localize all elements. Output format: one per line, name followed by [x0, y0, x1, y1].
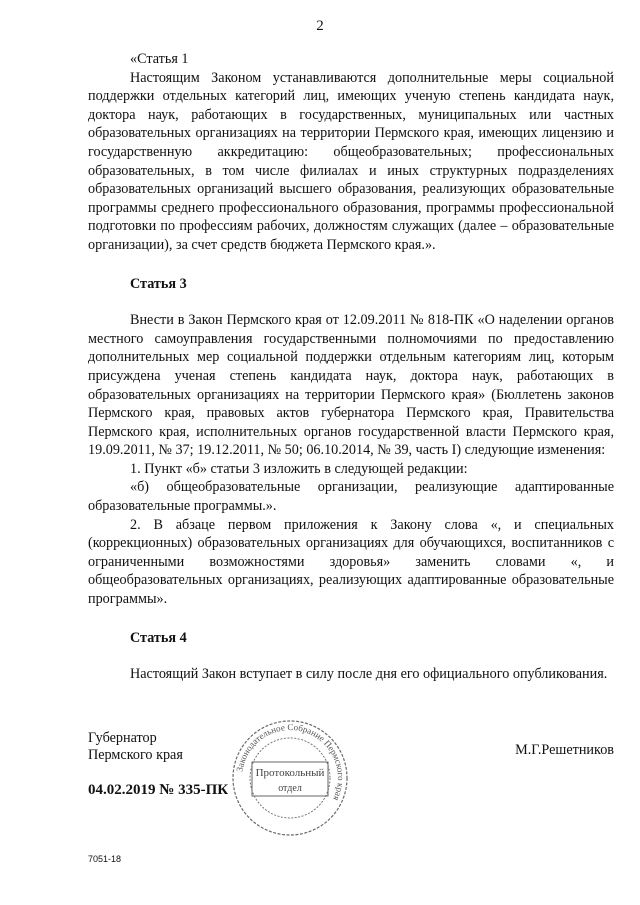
article3-paragraph-3: «б) общеобразовательные организации, реализующие адаптированные образовательные программы.».: [88, 479, 614, 515]
article4-paragraph-1: Настоящий Закон вступает в силу после дня его официального опубликования.: [130, 666, 608, 683]
article3-paragraph-2: 1. Пункт «б» статьи 3 изложить в следующей редакции:: [130, 460, 468, 477]
article3-paragraph-4: 2. В абзаце первом приложения к Закону слова «, и специальных (коррекционных) образовательных организациях для обучающихся, воспитанников с ограниченными возможностями здоровья» заменить словами «, и общеобразовательных организациях, реализующих адаптированные образовательные программы».: [88, 516, 614, 608]
article3-paragraph-1: Внести в Закон Пермского края от 12.09.2011 № 818-ПК «О наделении органов местного самоуправления государственными полномочиями по предоставлению дополнительных мер социальной поддержки отдельным категориям лиц, которым присуждена ученая степень кандидата наук, доктора наук, работающих в образовательных организациях на территории Пермского края» (Бюллетень законов Пермского края, правовых актов губернатора Пермского края, Правительства Пермского края, исполнительных органов государственной власти Пермского края, 19.09.2011, № 37; 19.12.2011, № 50; 06.10.2014, № 39, часть I) следующие изменения:: [88, 312, 614, 459]
stamp-line-1: Протокольный: [255, 767, 325, 779]
stamp-line-2: отдел: [278, 783, 302, 794]
document-code: 7051-18: [88, 854, 122, 864]
signatory-name: М.Г.Решетников: [515, 742, 614, 758]
article1-heading: «Статья 1: [130, 51, 189, 67]
date-and-number: 04.02.2019 № 335-ПК: [88, 782, 229, 798]
official-stamp: [230, 718, 350, 838]
stamp-ring-text: Законодательное Собрание Пермского края: [234, 721, 347, 803]
article1-text: Настоящим Законом устанавливаются дополнительные меры социальной поддержки отдельных категорий лиц, имеющих ученую степень кандидата наук, доктора наук, работающих в государственных, муниципальных или частных образовательных организациях на территории Пермского края, имеющих лицензию и государственную аккредитацию: общеобразовательных; профессиональных образовательных, в том числе филиалах и иных структурных подразделениях образовательных организаций высшего образования, реализующих образовательные программы среднего профессионального образования, программы профессиональной подготовки по профессиям рабочих, должностям служащих (далее – образовательные организации), за счет средств бюджета Пермского края.».: [88, 69, 614, 253]
article3-heading: Статья 3: [130, 275, 187, 292]
document-body: [88, 50, 614, 684]
position-line-1: Губернатор: [88, 730, 157, 746]
position-line-2: Пермского края: [88, 747, 183, 763]
article4-heading: Статья 4: [130, 629, 187, 646]
signatory-position: [88, 730, 183, 764]
page-number: 2: [316, 18, 324, 34]
